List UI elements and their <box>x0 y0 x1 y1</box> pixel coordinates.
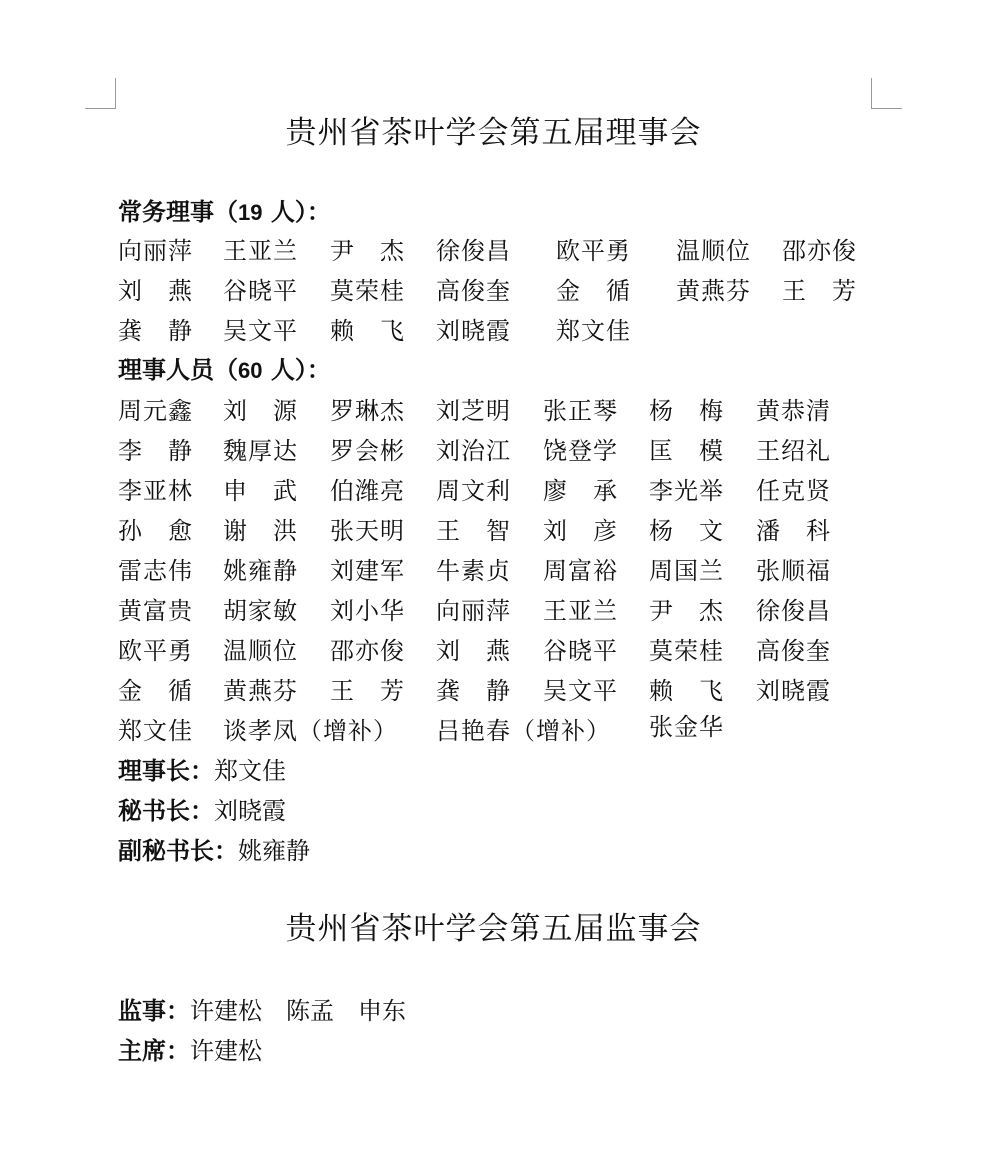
member-name: 潘 科 <box>756 517 831 545</box>
member-name: 李光举 <box>649 477 724 505</box>
member-name: 龚 静 <box>118 317 193 345</box>
member-name: 牛素贞 <box>436 557 511 585</box>
chairman-line: 理事长：郑文佳 <box>118 756 286 785</box>
member-name: 高俊奎 <box>436 277 511 305</box>
member-name: 饶登学 <box>543 437 618 465</box>
member-name: 刘小华 <box>330 597 405 625</box>
member-name: 匡 模 <box>649 437 724 465</box>
member-name: 刘 彦 <box>543 517 618 545</box>
member-name: 雷志伟 <box>118 557 193 585</box>
member-name: 吴文平 <box>543 677 618 705</box>
member-name: 王 智 <box>436 517 511 545</box>
member-name: 李亚林 <box>118 477 193 505</box>
supervisors-line: 监事：许建松 陈孟 申东 <box>118 996 406 1025</box>
member-name: 张顺福 <box>756 557 831 585</box>
member-name: 张天明 <box>330 517 405 545</box>
supervisory-chair-name: 许建松 <box>190 1037 262 1065</box>
chairman-name: 郑文佳 <box>214 757 286 785</box>
member-name: 欧平勇 <box>556 237 631 265</box>
member-name: 胡家敏 <box>223 597 298 625</box>
member-name: 莫荣桂 <box>649 637 724 665</box>
member-name: 周元鑫 <box>118 397 193 425</box>
member-name: 周富裕 <box>543 557 618 585</box>
member-name: 刘芝明 <box>436 397 511 425</box>
member-name: 黄富贵 <box>118 597 193 625</box>
member-name: 黄恭清 <box>756 397 831 425</box>
deputy-secretary-line: 副秘书长：姚雍静 <box>118 836 310 865</box>
member-name: 孙 愈 <box>118 517 193 545</box>
member-name: 刘 燕 <box>436 637 511 665</box>
member-name: 欧平勇 <box>118 637 193 665</box>
member-name: 徐俊昌 <box>436 237 511 265</box>
member-name: 黄燕芬 <box>676 277 751 305</box>
member-name: 温顺位 <box>223 637 298 665</box>
member-name: 任克贤 <box>756 477 831 505</box>
member-name: 谷晓平 <box>543 637 618 665</box>
member-name: 伯潍亮 <box>330 477 405 505</box>
secretary-general-name: 刘晓霞 <box>214 797 286 825</box>
secretary-general-line: 秘书长：刘晓霞 <box>118 796 286 825</box>
member-name: 廖 承 <box>543 477 618 505</box>
member-name: 吕艳春（增补） <box>436 717 611 745</box>
member-name: 赖 飞 <box>330 317 405 345</box>
member-name: 王 芳 <box>330 677 405 705</box>
member-name: 刘晓霞 <box>756 677 831 705</box>
member-name: 吴文平 <box>223 317 298 345</box>
supervisory-board-title: 贵州省茶叶学会第五届监事会 <box>285 911 702 947</box>
member-name: 温顺位 <box>676 237 751 265</box>
member-name: 刘建军 <box>330 557 405 585</box>
member-name: 向丽萍 <box>436 597 511 625</box>
member-name: 罗琳杰 <box>330 397 405 425</box>
member-name: 魏厚达 <box>223 437 298 465</box>
council-title: 贵州省茶叶学会第五届理事会 <box>285 115 702 151</box>
member-name: 王绍礼 <box>756 437 831 465</box>
member-name: 郑文佳 <box>556 317 631 345</box>
member-name: 刘治江 <box>436 437 511 465</box>
standing-directors-label: 常务理事（19 人）： <box>118 197 331 226</box>
member-name: 周国兰 <box>649 557 724 585</box>
member-name: 莫荣桂 <box>330 277 405 305</box>
member-name: 金 循 <box>118 677 193 705</box>
supervisory-chair-line: 主席：许建松 <box>118 1036 262 1065</box>
directors-label: 理事人员（60 人）： <box>118 355 331 384</box>
member-name: 向丽萍 <box>118 237 193 265</box>
member-name: 姚雍静 <box>223 557 298 585</box>
member-name: 王亚兰 <box>543 597 618 625</box>
member-name: 罗会彬 <box>330 437 405 465</box>
member-name: 金 循 <box>556 277 631 305</box>
deputy-secretary-name: 姚雍静 <box>238 837 310 865</box>
member-name: 刘晓霞 <box>436 317 511 345</box>
member-name: 徐俊昌 <box>756 597 831 625</box>
member-name: 尹 杰 <box>649 597 724 625</box>
member-name: 王 芳 <box>782 277 857 305</box>
member-name: 周文利 <box>436 477 511 505</box>
member-name: 谢 洪 <box>223 517 298 545</box>
member-name: 郑文佳 <box>118 717 193 745</box>
member-name: 谷晓平 <box>223 277 298 305</box>
member-name: 刘 源 <box>223 397 298 425</box>
member-name: 邵亦俊 <box>330 637 405 665</box>
member-name: 谈孝凤（增补） <box>223 717 398 745</box>
member-name: 赖 飞 <box>649 677 724 705</box>
member-name: 申 武 <box>223 477 298 505</box>
member-name: 尹 杰 <box>330 237 405 265</box>
member-name: 高俊奎 <box>756 637 831 665</box>
member-name: 张金华 <box>649 713 724 741</box>
supervisors-names: 许建松 陈孟 申东 <box>190 997 406 1025</box>
member-name: 李 静 <box>118 437 193 465</box>
member-name: 杨 文 <box>649 517 724 545</box>
member-name: 龚 静 <box>436 677 511 705</box>
member-name: 黄燕芬 <box>223 677 298 705</box>
member-name: 邵亦俊 <box>782 237 857 265</box>
member-name: 王亚兰 <box>223 237 298 265</box>
member-name: 张正琴 <box>543 397 618 425</box>
member-name: 刘 燕 <box>118 277 193 305</box>
member-name: 杨 梅 <box>649 397 724 425</box>
